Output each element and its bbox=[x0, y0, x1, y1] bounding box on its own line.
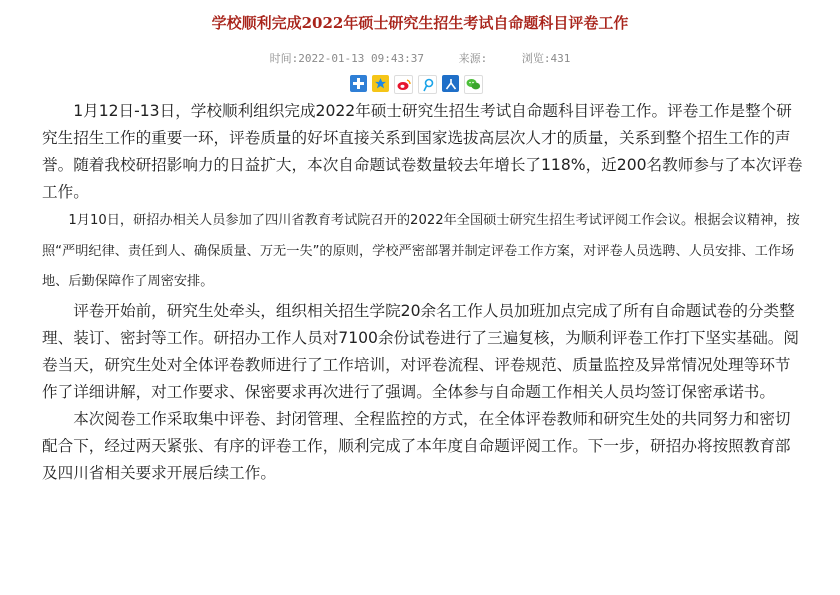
plus-icon[interactable] bbox=[350, 75, 367, 92]
article-source: 来源: bbox=[458, 52, 488, 65]
article-meta bbox=[0, 50, 840, 66]
renren-icon[interactable] bbox=[442, 75, 459, 92]
article-body bbox=[42, 98, 804, 487]
share-bar bbox=[350, 75, 483, 94]
publish-time: 时间:2022-01-13 09:43:37 bbox=[269, 52, 425, 65]
article-paragraph: 1月10日，研招办相关人员参加了四川省教育考试院召开的2022年全国硕士研究生招生考试评阅工作会议。根据会议精神，按照“严明纪律、责任到人、确保质量、万无一失”的原则，学校严密部署并制定评卷工作方案，对评卷人员选聘、人员安排、工作场地、后勤保障作了周密安排。 bbox=[42, 213, 800, 289]
weibo-icon[interactable] bbox=[394, 75, 413, 94]
view-count: 浏览:431 bbox=[521, 52, 571, 65]
article-paragraph: 评卷开始前，研究生处牵头，组织相关招生学院20余名工作人员加班加点完成了所有自命题试卷的分类整理、装订、密封等工作。研招办工作人员对7100余份试卷进行了三遍复核，为顺利评卷工作打下坚实基础。阅卷当天，研究生处对全体评卷教师进行了工作培训，对评卷流程、评卷规范、质量监控及异常情况处理等环节作了详细讲解，对工作要求、保密要求再次进行了强调。全体参与自命题工作相关人员均签订保密承诺书。 bbox=[42, 301, 799, 401]
article-title: 学校顺利完成2022年硕士研究生招生考试自命题科目评卷工作 bbox=[211, 14, 629, 32]
qzone-star-icon[interactable] bbox=[372, 75, 389, 92]
tencent-weibo-icon[interactable] bbox=[418, 75, 437, 94]
wechat-icon[interactable] bbox=[464, 75, 483, 94]
article-paragraph: 1月12日-13日，学校顺利组织完成2022年硕士研究生招生考试自命题科目评卷工作。评卷工作是整个研究生招生工作的重要一环，评卷质量的好坏直接关系到国家选拔高层次人才的质量，关系到整个招生工作的声誉。随着我校研招影响力的日益扩大，本次自命题试卷数量较去年增长了118%，近200名教师参与了本次评卷工作。 bbox=[42, 102, 803, 201]
article-paragraph: 本次阅卷工作采取集中评卷、封闭管理、全程监控的方式，在全体评卷教师和研究生处的共同努力和密切配合下，经过两天紧张、有序的评卷工作，顺利完成了本年度自命题评阅工作。下一步，研招办将按照教育部及四川省相关要求开展后续工作。 bbox=[42, 409, 791, 482]
